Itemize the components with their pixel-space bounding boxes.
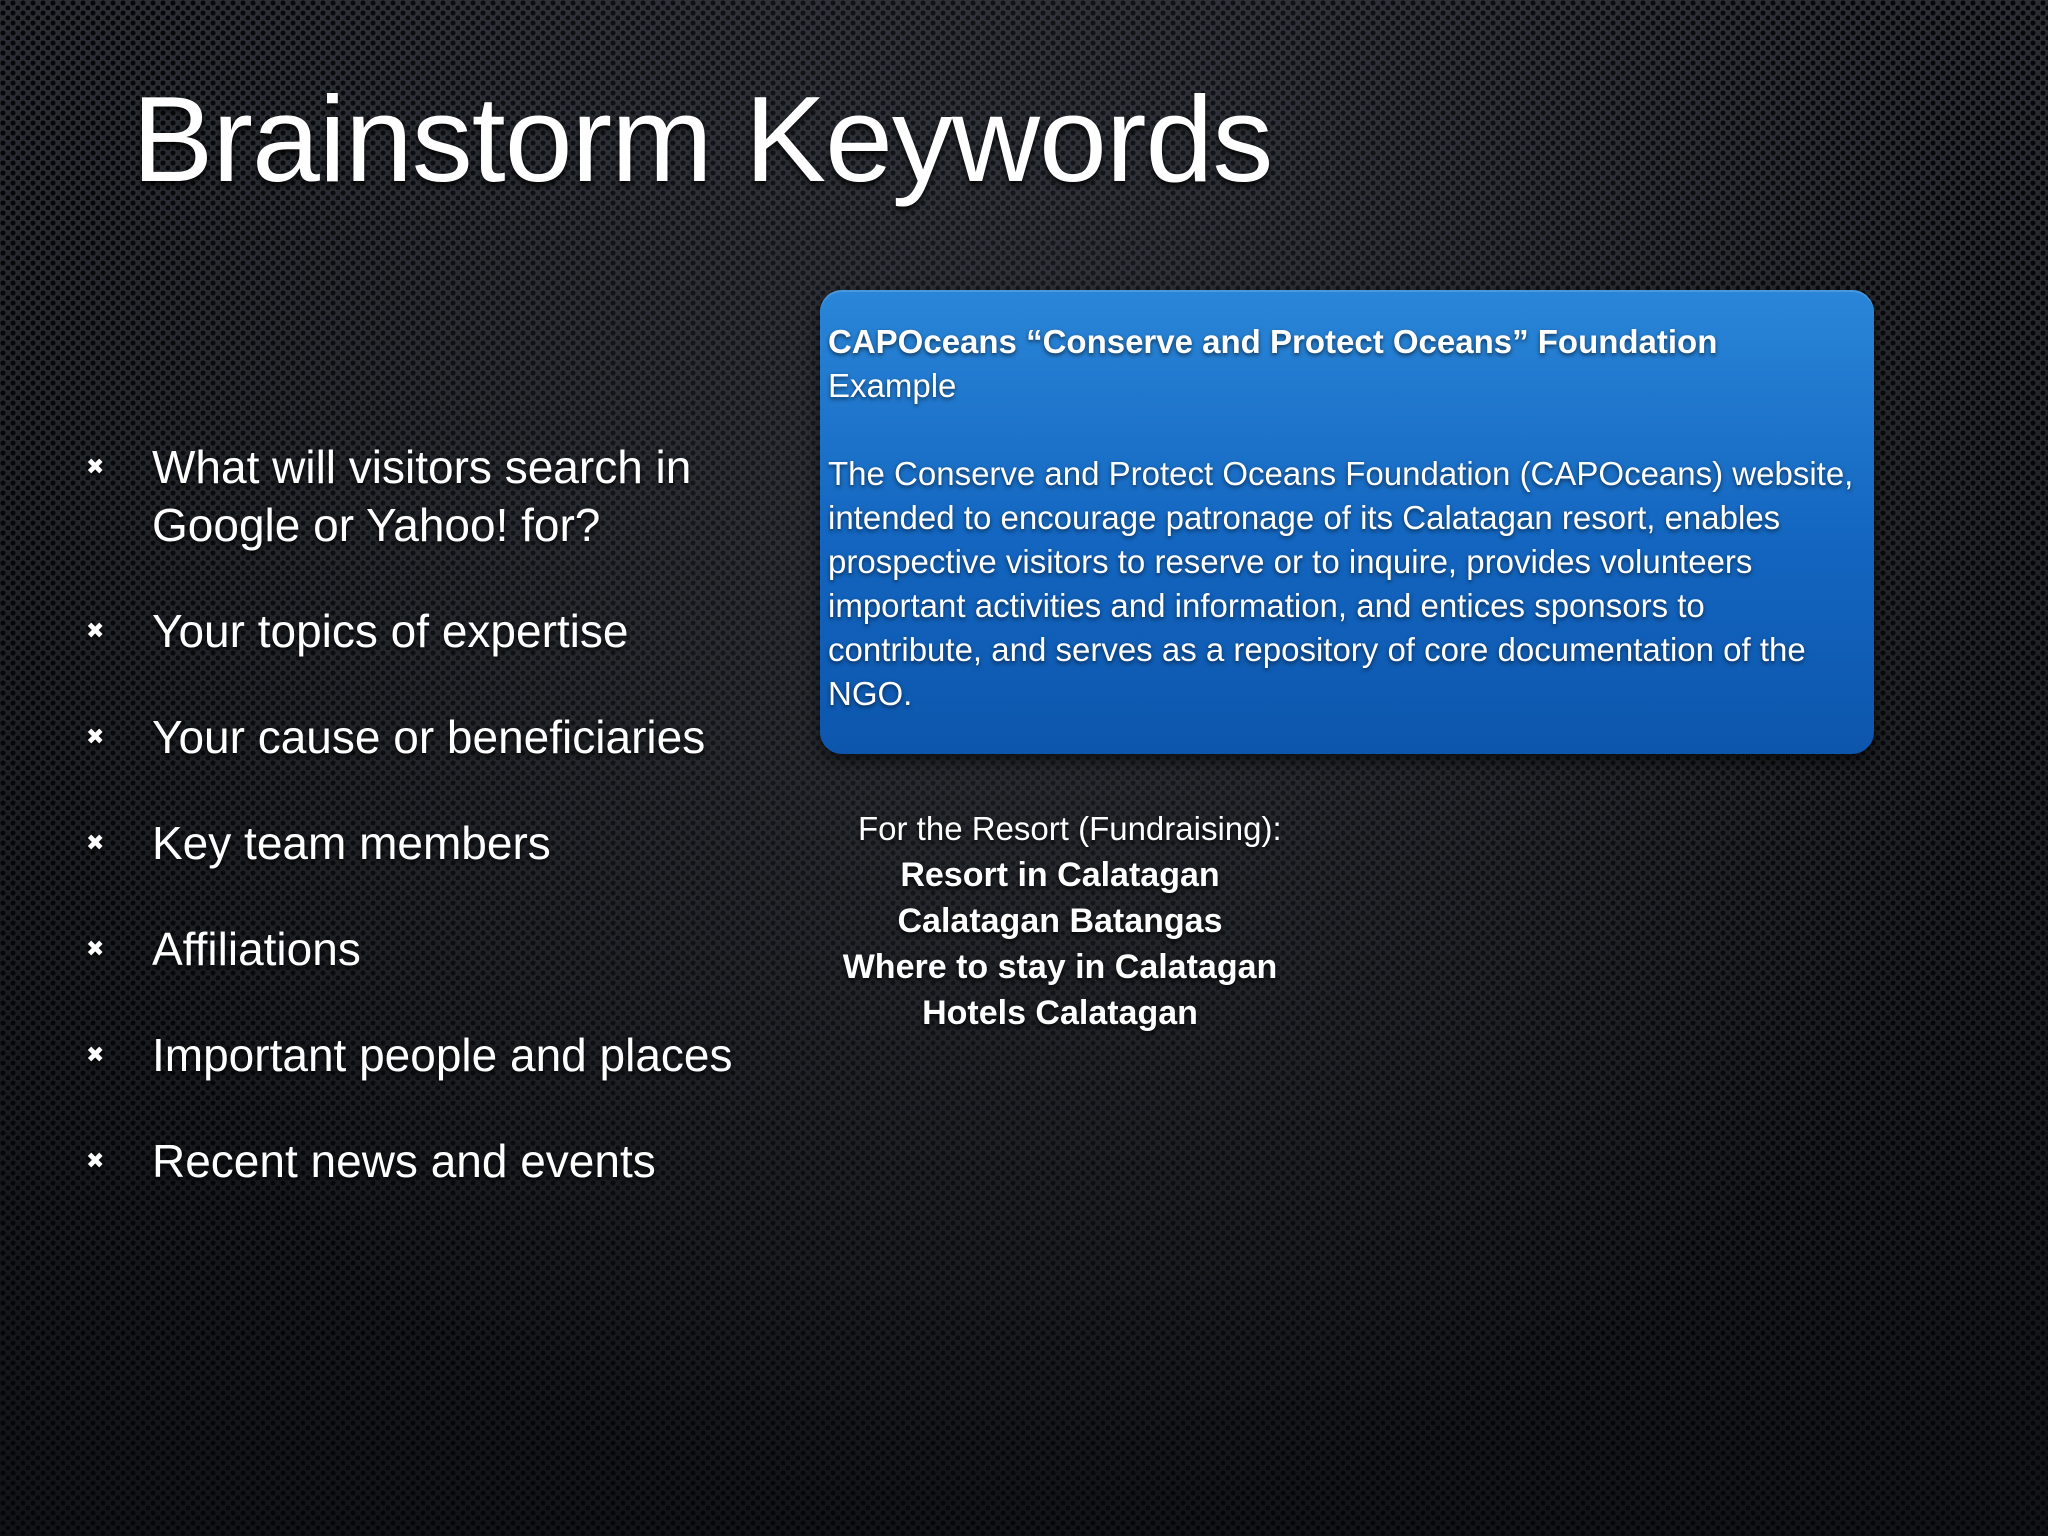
cross-bullet-icon: ✖ bbox=[86, 1148, 105, 1173]
cross-bullet-icon: ✖ bbox=[86, 830, 105, 855]
callout-title: CAPOceans “Conserve and Protect Oceans” Foundation bbox=[828, 323, 1718, 360]
callout-body: The Conserve and Protect Oceans Foundation (CAPOceans) website, intended to encourage patronage of its Calatagan resort, enables prospective visitors to reserve or to inquire, provides volunteers important activities and information, and entices sponsors to contribute, and serves as a repository of core documentation of the NGO. bbox=[828, 455, 1854, 712]
resort-keyword: Resort in Calatagan bbox=[900, 856, 1220, 894]
bullet-item bbox=[80, 920, 780, 978]
cross-bullet-icon: ✖ bbox=[86, 454, 105, 479]
cross-bullet-icon: ✖ bbox=[86, 1042, 105, 1067]
bullet-item bbox=[80, 814, 780, 872]
bullet-item bbox=[80, 438, 780, 554]
resort-keyword: Calatagan Batangas bbox=[897, 902, 1223, 940]
bullet-text: What will visitors search in Google or Yahoo! for? bbox=[152, 441, 692, 551]
bullet-item bbox=[80, 1026, 780, 1084]
resort-heading: For the Resort (Fundraising): bbox=[858, 810, 1282, 847]
bullet-text: Your topics of expertise bbox=[152, 605, 629, 657]
resort-keywords bbox=[820, 806, 1300, 1036]
bullet-item bbox=[80, 708, 780, 766]
resort-keyword: Where to stay in Calatagan bbox=[842, 948, 1278, 986]
bullet-text: Affiliations bbox=[152, 923, 361, 975]
bullet-text: Important people and places bbox=[152, 1029, 733, 1081]
bullet-text: Recent news and events bbox=[152, 1135, 656, 1187]
bullet-text: Key team members bbox=[152, 817, 551, 869]
cross-bullet-icon: ✖ bbox=[86, 936, 105, 961]
cross-bullet-icon: ✖ bbox=[86, 618, 105, 643]
bullet-item bbox=[80, 1132, 780, 1190]
cross-bullet-icon: ✖ bbox=[86, 724, 105, 749]
example-callout-box bbox=[820, 290, 1874, 754]
resort-keyword: Hotels Calatagan bbox=[922, 994, 1198, 1032]
bullet-item bbox=[80, 602, 780, 660]
bullet-text: Your cause or beneficiaries bbox=[152, 711, 706, 763]
bullet-list bbox=[80, 438, 780, 1238]
slide-title: Brainstorm Keywords bbox=[132, 71, 1273, 207]
callout-subtitle: Example bbox=[828, 367, 957, 404]
